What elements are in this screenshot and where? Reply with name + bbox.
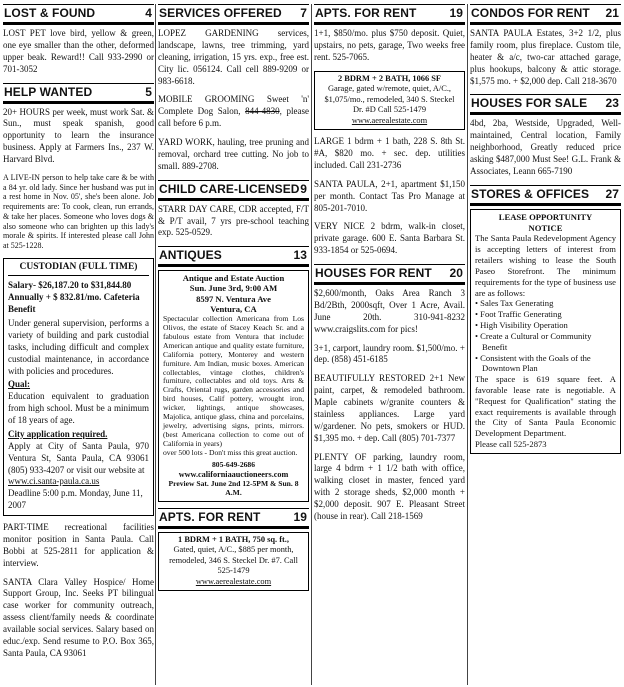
column-divider — [467, 4, 468, 685]
section-title: SERVICES OFFERED — [159, 6, 282, 20]
ad-oaks-ranch: $2,600/month, Oaks Area Ranch 3 Bd/2Bth, 2000sqft, Over 1 Acre, Avail. June 20th. 310-941-8232 www.craigslits.com for pics! — [314, 288, 465, 334]
section-header-antiques — [158, 246, 309, 267]
custodian-description: Under general supervision, performs a variety of building and park custodial tasks, including difficult and complex custodial maintenance, in accordance with policies and procedures. — [8, 318, 149, 376]
ad-text: , please call before 6 p.m. — [158, 106, 309, 129]
column-3 — [314, 4, 465, 685]
qual-label: Qual: — [8, 379, 31, 390]
apt-listing-title: 1 BDRM + 1 BATH, 750 sq. ft., — [178, 534, 289, 544]
lease-notice-details: The space is 619 square feet. A favorable lease rate is negotiable. A "Request for Qualification" stating the exact requirements is available through the City of Santa Paula Economic Development Department. — [475, 374, 616, 439]
lease-notice-call: Please call 525-2873 — [475, 439, 547, 450]
list-item: • Create a Cultural or Community Benefit — [475, 331, 616, 353]
list-item: • Sales Tax Generating — [475, 298, 616, 309]
auction-website-link[interactable]: www.californiaauctioneers.com — [178, 470, 289, 480]
section-number: 7 — [300, 6, 307, 20]
section-header-lost-found — [3, 4, 154, 25]
ad-lost-pet: LOST PET love bird, yellow & green, one eye smaller than the other, deformed upper beak. Reward!! Call 933-2990 or 701-3052 — [3, 28, 154, 74]
lease-notice-subtitle: NOTICE — [528, 222, 563, 233]
column-divider — [311, 4, 312, 685]
lease-notice-intro: The Santa Paula Redevelopment Agency is accepting letters of interest from retailers wishing to lease the South Paseo Storefront. The minimum requirements for the type of business use are as follows: — [475, 233, 616, 298]
section-number: 19 — [293, 509, 307, 524]
section-number: 9 — [300, 181, 307, 196]
section-title: CHILD CARE-LICENSED — [159, 181, 300, 196]
section-title: CONDOS FOR RENT — [471, 6, 590, 20]
column-4 — [470, 4, 621, 685]
section-number: 20 — [449, 266, 463, 280]
auction-title: Antique and Estate Auction — [182, 273, 285, 284]
ad-very-nice-2bdrm: VERY NICE 2 bdrm, walk-in closet, private garage. 600 E. Santa Barbara St. 933-1854 or 525-0694. — [314, 221, 465, 256]
auction-city: Ventura, CA — [210, 303, 257, 314]
section-header-apts-rent — [314, 4, 465, 25]
section-title: LOST & FOUND — [4, 6, 96, 20]
section-title: ANTIQUES — [159, 248, 222, 263]
list-item: • Foot Traffic Generating — [475, 309, 616, 320]
city-website-link[interactable]: www.ci.santa-paula.ca.us — [8, 476, 100, 487]
column-2 — [158, 4, 309, 685]
apt-listing-title: 2 BDRM + 2 BATH, 1066 SF — [337, 73, 442, 83]
apt-listing-body: Gated, quiet, A/C., $885 per month, remodeled, 346 S. Steckel Dr. #7. Call 525-1479 — [169, 545, 298, 576]
struck-phone: 844-4830 — [245, 106, 280, 117]
auction-description: Spectacular collection Americana from Los Olivos, the estate of Stacey Keach Sr. and a fabulous estate from Ventura that include: American antique and quality estate furniture, California pottery, Monterey and western furniture. Am Indian, music boxes. American collectables, vintage clothes, children's furniture, collectables and old toys. Arts & Crafts, Oriental rugs, garden accessories and bird houses, Calif pottery, wrought iron, wicker, lightings, antique showcases, Majolica, antique glass, china and porcelains, jewelry, advertising signs, prints, mirrors. (best Americana collection to come out of California in years) — [163, 313, 304, 449]
section-number: 13 — [293, 248, 307, 263]
ad-hospice-caseworker: SANTA Clara Valley Hospice/ Home Support Group, Inc. Seeks PT bilingual case worker for community outreach, assess client/family needs & coordinate available social services. Salary based on educ./exp. Send resume to P.O. Box 365, Santa Paula, CA 93061 — [3, 576, 154, 658]
ad-lopez-gardening: LOPEZ GARDENING services, landscape, lawns, tree trimming, yard cleaning, irrigation, 15 yrs. exp., free est. City lic. 056124. Call cell 889-9209 or 983-6618. — [158, 28, 309, 86]
ad-santa-paula-apt: SANTA PAULA, 2+1, apartment $1,150 per month. Contact Tas Pro Manage at 805-201-7010. — [314, 178, 465, 213]
auction-date: Sun. June 3rd, 9:00 AM — [189, 283, 278, 294]
section-title: HELP WANTED — [4, 84, 93, 99]
section-title: HOUSES FOR SALE — [471, 96, 588, 111]
ad-large-1bdrm: LARGE 1 bdrm + 1 bath, 228 S. 8th St. #A, $820 mo. + sec. dep. utilities included. Call 231-2736 — [314, 136, 465, 170]
ad-starr-day-care: STARR DAY CARE, CDR accepted, F/T & P/T avail, 7 yrs pre-school teaching exp. 525-0529. — [158, 203, 309, 238]
ad-mobile-grooming — [158, 94, 309, 130]
auction-preview: Preview Sat. June 2nd 12-5PM & Sun. 8 A.M. — [168, 478, 299, 497]
section-header-help-wanted — [3, 83, 154, 104]
list-item: • High Visibility Operation — [475, 320, 616, 331]
apt-listing-website-link[interactable]: www.aerealestate.com — [351, 115, 428, 125]
section-number: 21 — [605, 6, 619, 20]
ad-westside-house: 4bd, 2ba, Westside, Upgraded, Well-maintained, Central location, Family neighborhood, Greatly reduced price asking $487,000 Must See! G.L. Frank & Associates, Leann 665-7190 — [470, 118, 621, 176]
auction-address: 8597 N. Ventura Ave — [196, 293, 271, 304]
section-header-stores-offices — [470, 185, 621, 206]
ad-text: MOBILE GROOMING Sweet 'n' Complete Dog Salon, — [158, 94, 309, 117]
section-number: 5 — [145, 84, 152, 99]
custodian-box — [3, 258, 154, 516]
requirements-list — [475, 298, 616, 374]
ad-carport-house: 3+1, carport, laundry room. $1,500/mo. + dep. (858) 451-6185 — [314, 342, 465, 365]
auction-lots: over 500 lots - Don't miss this great auction. — [163, 448, 298, 458]
lease-notice-box — [470, 209, 621, 454]
section-header-child-care — [158, 180, 309, 201]
ad-santa-paula-estates: SANTA PAULA Estates, 3+2 1/2, plus family room, plus fireplace. Custom tile, heater & a/c, two-car attached garage, plus hookups, balcony & attic storage. $1,575 mo. + $2,000 dep. Call 218-3670 — [470, 28, 621, 86]
custodian-title: CUSTODIAN (FULL TIME) — [19, 261, 138, 272]
section-header-services — [158, 4, 309, 25]
column-divider — [155, 4, 156, 685]
auction-box — [158, 270, 309, 501]
section-number: 27 — [605, 186, 619, 201]
ad-plenty-parking: PLENTY OF parking, laundry room, large 4 bdrm + 1 1/2 bath with office, walking closet in master, fenced yard with 2 storage sheds, $2,000 month + $2,000 deposit. 907 E. Pleasant Street (house in rear). Call 218-1569 — [314, 451, 465, 521]
section-title: HOUSES FOR RENT — [315, 266, 432, 280]
custodian-apply: Apply at City of Santa Paula, 970 Ventura St, Santa Paula, CA 93061 (805) 933-4207 or visit our website at — [8, 440, 149, 475]
section-header-condos — [470, 4, 621, 25]
divider — [8, 275, 149, 276]
section-header-houses-sale — [470, 94, 621, 115]
section-title: STORES & OFFICES — [471, 186, 590, 201]
apt-listing-website-link[interactable]: www.aerealestate.com — [195, 576, 272, 586]
section-header-apts-rent — [158, 508, 309, 529]
list-item: • Consistent with the Goals of the Downtown Plan — [475, 353, 616, 375]
column-1 — [3, 4, 154, 685]
apt-listing-body: Garage, gated w/remote, quiet, A/C., $1,075/mo., remodeled, 340 S. Steckel Dr. #D Call 525-1479 — [324, 84, 455, 115]
section-header-houses-rent — [314, 264, 465, 285]
ad-live-in-caregiver: A LIVE-IN person to help take care & be with a 84 yr. old lady. Since her husband was put in a rest home in Nov. 05', she's been alone. Job requirements are: To cook, clean, run errands, & take her places. Someone who loves dogs & also someone who can brighten up this lady's morale & spirits. If interested please call John at 525-1228. — [3, 172, 154, 251]
section-number: 23 — [605, 96, 619, 111]
lease-notice-title: LEASE OPPORTUNITY — [498, 211, 593, 222]
application-label: City application required. — [8, 428, 108, 439]
custodian-deadline: Deadline 5:00 p.m. Monday, June 11, 2007 — [8, 488, 143, 511]
ad-yard-work: YARD WORK, hauling, tree pruning and removal, orchard tree cutting. No job to small. 889-2708. — [158, 137, 309, 171]
apt-listing-box — [158, 532, 309, 592]
section-number: 4 — [145, 6, 152, 20]
auction-phone: 805-649-2686 — [211, 460, 256, 470]
ad-insurance-job: 20+ HOURS per week, must work Sat. & Sun., must speak spanish, good opportunity to learn the insurance business. Apply at Farmers Ins., 237 W. Harvard Blvd. — [3, 106, 154, 164]
ad-restored-house: BEAUTIFULLY RESTORED 2+1 New paint, carpet, & remodeled bathroom. Maple cabinets w/granite counters & stainless appliances. Large yard w/gardener. No pets, smokers or HUD. $1,395 mo. + dep. Call (805) 701-7377 — [314, 373, 465, 443]
custodian-qualifications: Education equivalent to graduation from high school. Must be a minimum of 18 years of age. — [8, 391, 149, 426]
ad-apt-1plus1: 1+1, $850/mo. plus $750 deposit. Quiet, upstairs, no pets, garage, Two weeks free rent. 525-7065. — [314, 28, 465, 62]
section-number: 19 — [449, 6, 463, 20]
section-title: APTS. FOR RENT — [315, 6, 417, 20]
ad-recreation-monitor: PART-TIME recreational facilities monitor position in Santa Paula. Call Bobbi at 525-2811 for application & interview. — [3, 522, 154, 568]
apt-listing-box — [314, 71, 465, 131]
custodian-salary: Salary- $26,187.20 to $31,844.80 Annually + $ 832.81/mo. Cafeteria Benefit — [8, 280, 140, 315]
section-title: APTS. FOR RENT — [159, 509, 261, 524]
